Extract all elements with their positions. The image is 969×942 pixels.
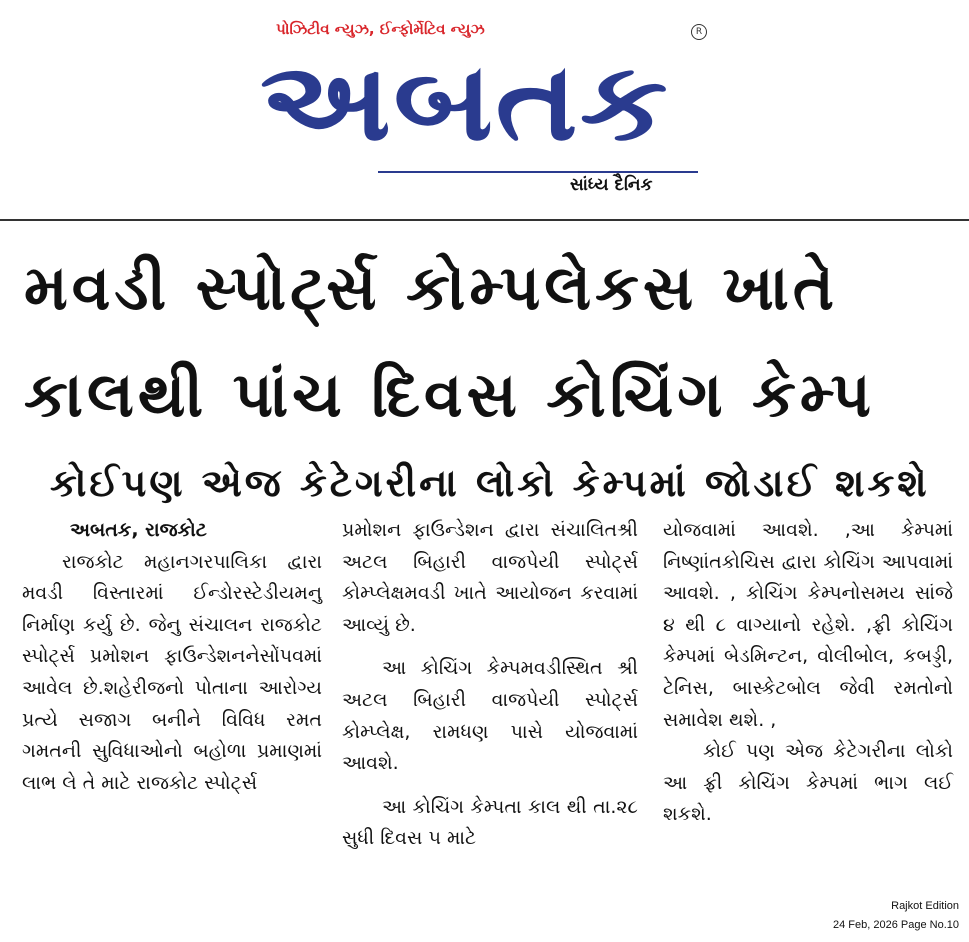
edition-label: Rajkot Edition: [891, 900, 959, 912]
article-column-2: [342, 515, 638, 855]
article-column-1: [22, 515, 322, 799]
newspaper-logo: અબતક: [260, 40, 671, 165]
registered-trademark-icon: R: [691, 24, 707, 40]
article-paragraph: યોજવામાં આવશે. ,આ કેમ્પમાં નિષ્ણાંતકોચિસ દ્વારા કોચિંગ આપવામાં આવશે. , કોચિંગ કેમ્પનોસમય સાંજે ૪ થી ૮ વાગ્યાનો રહેશે. ,ફ્રી કોચિંગ કેમ્પમાં બેડમિન્ટન, વોલીબોલ, કબડ્ડી, ટેનિસ, બાસ્કેટબોલ જેવી રમતોનો સમાવેશ થશે. ,: [663, 519, 953, 731]
article-paragraph: આ કોચિંગ કેમ્પતા કાલ થી તા.૨૮ સુધી દિવસ ૫ માટે: [342, 795, 638, 850]
article-paragraph: કોઈ પણ એજ કેટેગરીના લોકો આ ફ્રી કોચિંગ કેમ્પમાં ભાગ લઈ શકશે.: [663, 740, 953, 826]
sub-headline: કોઈપણ એજ કેટેગરીના લોકો કેમ્પમાં જોડાઈ શકશે: [50, 461, 930, 505]
dateline: અબતક, રાજકોટ: [70, 519, 207, 541]
headline-line-2: કાલથી પાંચ દિવસ કોચિંગ કેમ્પ: [24, 358, 875, 431]
masthead-divider: [0, 219, 969, 221]
article-paragraph: આ કોચિંગ કેમ્પમવડીસ્થિત શ્રી અટલ બિહારી વાજપેયી સ્પોર્ટ્સ કોમ્પ્લેક્ષ, રામધણ પાસે યોજવામાં આવશે.: [342, 657, 638, 775]
article-paragraph: રાજકોટ મહાનગરપાલિકા દ્વારા મવડી વિસ્તારમાં ઈન્ડોરસ્ટેડીયમનુ નિર્માણ કર્યુ છે. જેનુ સંચાલન રાજકોટ સ્પોર્ટ્સ પ્રમોશન ફાઉન્ડેશનનેસોંપવમાં આવેલ છે.શહેરીજનો પોતાના આરોગ્ય પ્રત્યે સજાગ બનીને વિવિધ રમત ગમતની સુવિધાઓનો બહોળા પ્રમાણમાં લાભ લે તે માટે રાજકોટ સ્પોર્ટ્સ: [22, 550, 322, 794]
masthead: [0, 0, 969, 215]
masthead-subtitle: સાંધ્ય દૈનિક: [570, 175, 653, 195]
article-column-3: [663, 515, 953, 831]
logo-underline: [378, 171, 698, 173]
masthead-tagline: પોઝિટીવ ન્યુઝ, ઈન્ફોર્મેટિવ ન્યુઝ: [276, 20, 485, 38]
article-paragraph: પ્રમોશન ફાઉન્ડેશન દ્વારા સંચાલિતશ્રી અટલ બિહારી વાજપેયી સ્પોર્ટ્સ કોમ્પ્લેક્ષમવડી ખાતે આયોજન કરવામાં આવ્યું છે.: [342, 519, 638, 636]
headline-line-1: મવડી સ્પોર્ટ્સ કોમ્પલેકસ ખાતે: [24, 251, 838, 324]
date-page-label: 24 Feb, 2026 Page No.10: [833, 919, 959, 931]
